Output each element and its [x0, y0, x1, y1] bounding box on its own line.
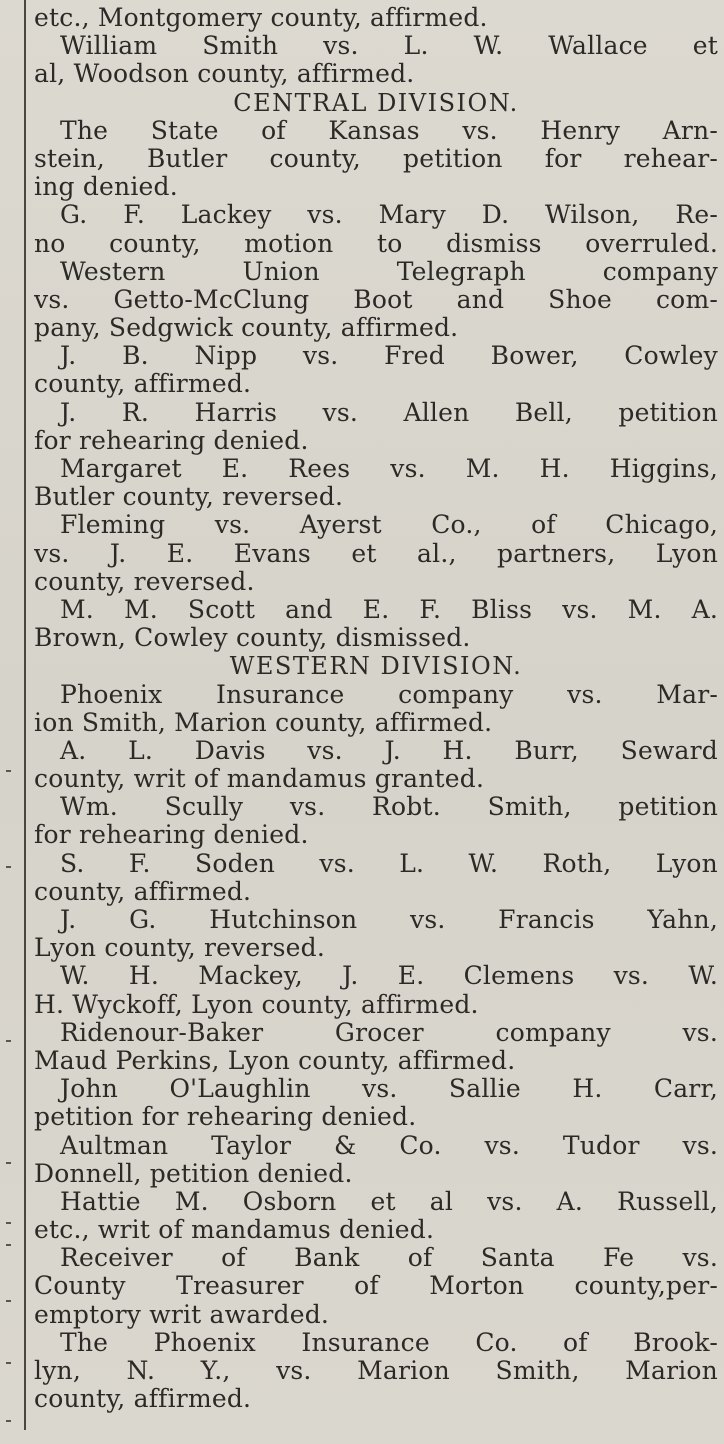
article-line: Ridenour-Baker Grocer company vs.	[60, 1018, 718, 1047]
article-line: Hattie M. Osborn et al vs. A. Russell,	[60, 1187, 718, 1216]
article-line: Maud Perkins, Lyon county, affirmed.	[34, 1046, 516, 1075]
article-line: The State of Kansas vs. Henry Arn-	[60, 116, 718, 145]
article-line: lyn, N. Y., vs. Marion Smith, Marion	[34, 1357, 718, 1385]
article-line: John O'Laughlin vs. Sallie H. Carr,	[60, 1075, 718, 1104]
margin-speck	[6, 1162, 11, 1164]
margin-speck	[6, 866, 11, 868]
article-line: vs. Getto-McClung Boot and Shoe com-	[34, 285, 718, 314]
article-line: pany, Sedgwick county, affirmed.	[34, 314, 459, 343]
article-line: county, reversed.	[34, 567, 255, 596]
article-line: for rehearing denied.	[34, 821, 309, 850]
article-line: Aultman Taylor & Co. vs. Tudor vs.	[60, 1131, 718, 1160]
article-column	[34, 4, 718, 1413]
article-line: Phoenix Insurance company vs. Mar-	[60, 680, 718, 709]
article-line: etc., Montgomery county, affirmed.	[34, 4, 488, 32]
column-rule	[24, 0, 26, 1430]
article-line: Butler county, reversed.	[34, 483, 344, 512]
article-line: no county, motion to dismiss overruled.	[34, 229, 718, 258]
article-line: A. L. Davis vs. J. H. Burr, Seward	[60, 736, 718, 765]
division-heading: CENTRAL DIVISION.	[233, 88, 519, 117]
article-line: for rehearing denied.	[34, 426, 309, 455]
margin-speck	[6, 770, 11, 772]
article-line: County Treasurer of Morton county,per-	[34, 1272, 718, 1301]
article-line: county, affirmed.	[34, 877, 252, 906]
article-line: Western Union Telegraph company	[60, 257, 718, 286]
article-line: Lyon county, reversed.	[34, 934, 325, 963]
margin-speck	[6, 1040, 11, 1042]
margin-speck	[6, 1300, 11, 1302]
article-line: J. R. Harris vs. Allen Bell, petition	[60, 398, 718, 427]
article-line: ing denied.	[34, 173, 178, 202]
margin-speck	[6, 1244, 11, 1246]
article-line: William Smith vs. L. W. Wallace et	[60, 32, 718, 61]
article-line: ion Smith, Marion county, affirmed.	[34, 708, 493, 737]
article-line: al, Woodson county, affirmed.	[34, 60, 415, 89]
margin-speck	[6, 1222, 11, 1224]
article-line: county, writ of mandamus granted.	[34, 765, 485, 794]
article-line: H. Wyckoff, Lyon county, affirmed.	[34, 990, 479, 1019]
article-line: etc., writ of mandamus denied.	[34, 1216, 435, 1245]
margin-speck	[6, 1420, 11, 1422]
article-line: emptory writ awarded.	[34, 1300, 330, 1329]
article-line: petition for rehearing denied.	[34, 1103, 417, 1132]
article-line: Wm. Scully vs. Robt. Smith, petition	[60, 793, 718, 822]
article-line: Fleming vs. Ayerst Co., of Chicago,	[60, 511, 718, 540]
article-line: vs. J. E. Evans et al., partners, Lyon	[34, 539, 718, 568]
article-line: Margaret E. Rees vs. M. H. Higgins,	[60, 455, 718, 483]
article-line: G. F. Lackey vs. Mary D. Wilson, Re-	[60, 201, 718, 230]
article-line: county, affirmed.	[34, 1385, 252, 1414]
division-heading: WESTERN DIVISION.	[229, 652, 523, 681]
article-line: Receiver of Bank of Santa Fe vs.	[60, 1244, 718, 1273]
article-line: S. F. Soden vs. L. W. Roth, Lyon	[60, 849, 718, 878]
article-line: W. H. Mackey, J. E. Clemens vs. W.	[60, 962, 718, 991]
article-line: M. M. Scott and E. F. Bliss vs. M. A.	[60, 595, 718, 624]
article-line: J. G. Hutchinson vs. Francis Yahn,	[60, 906, 718, 934]
article-line: J. B. Nipp vs. Fred Bower, Cowley	[60, 342, 718, 371]
article-line: The Phoenix Insurance Co. of Brook-	[60, 1328, 718, 1357]
margin-speck	[6, 1362, 11, 1364]
article-line: Donnell, petition denied.	[34, 1159, 353, 1188]
left-margin-specks	[0, 0, 20, 1444]
article-line: Brown, Cowley county, dismissed.	[34, 624, 471, 653]
article-line: county, affirmed.	[34, 370, 252, 399]
article-line: stein, Butler county, petition for rehear-	[34, 144, 718, 173]
